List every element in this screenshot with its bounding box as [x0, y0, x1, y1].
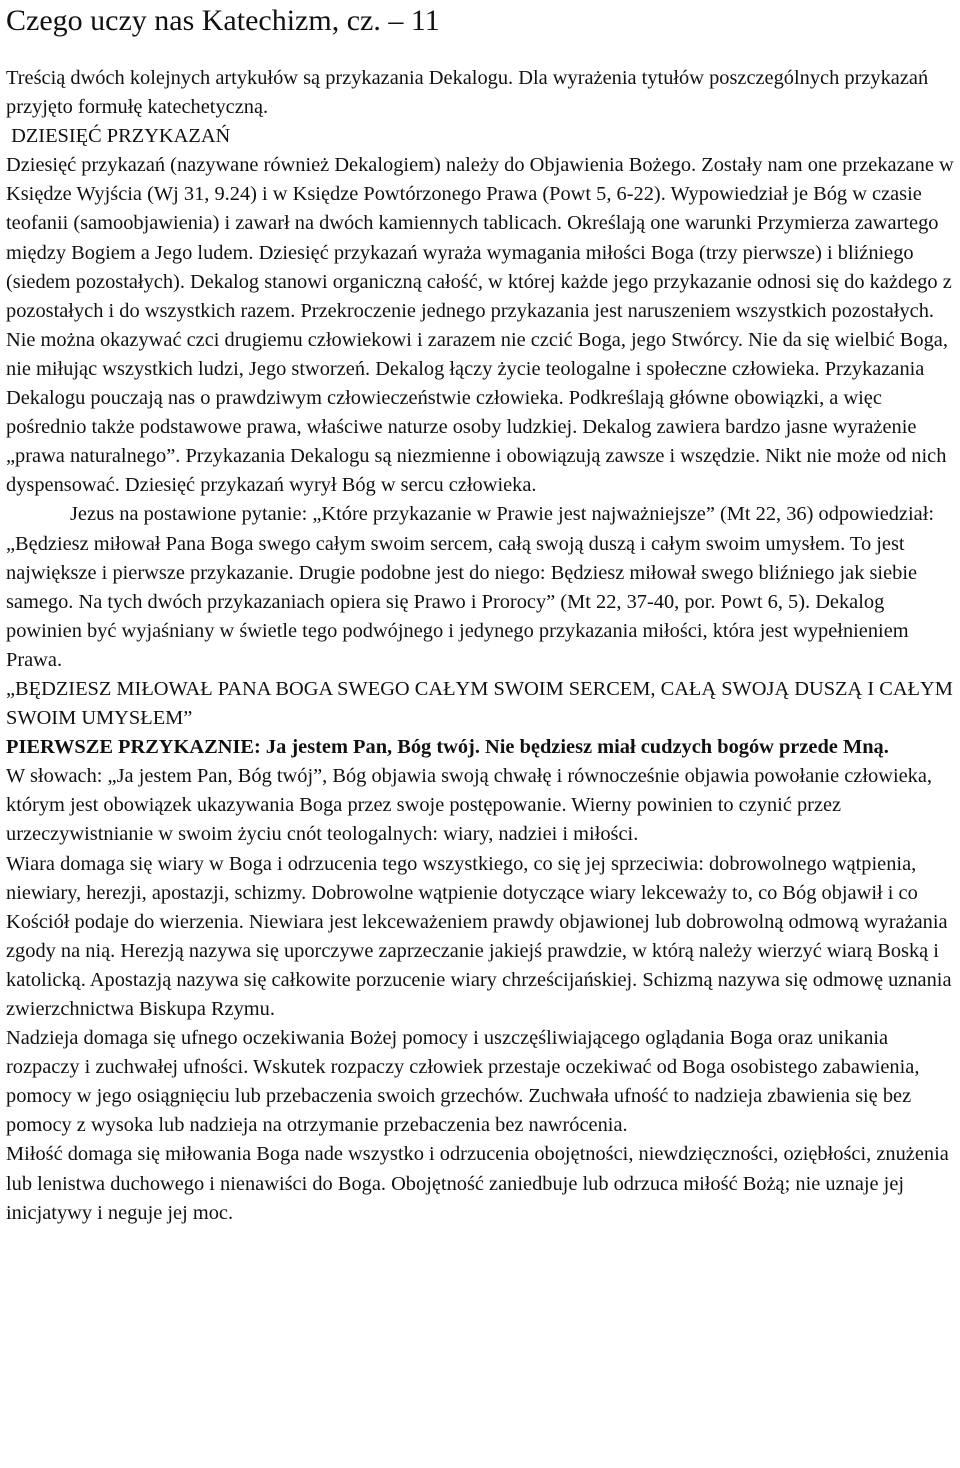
jesus-paragraph: Jezus na postawione pytanie: „Które przykazanie w Prawie jest najważniejsze” (Mt 22, 36) odpowiedział: „Będziesz miłował Pana Boga swego całym swoim sercem, całą swoją duszą i całym swoim umysłem. To jest największe i pierwsze przykazanie. Drugie podobne jest do niego: Będziesz miłował swego bliźniego jak siebie samego. Na tych dwóch przykazaniach opiera się Prawo i Prorocy” (Mt 22, 37-40, por. Powt 6, 5). Dekalog powinien być wyjaśniany w świetle tego podwójnego i jedynego przykazania miłości, która jest wypełnieniem Prawa. [6, 503, 935, 671]
document-title: Czego uczy nas Katechizm, cz. – 11 [6, 4, 440, 37]
document-body [6, 64, 958, 1228]
ten-commandments-heading: DZIESIĘĆ PRZYKAZAŃ [6, 125, 231, 148]
love-god-heading: „BĘDZIESZ MIŁOWAŁ PANA BOGA SWEGO CAŁYM SWOIM SERCEM, CAŁĄ SWOJĄ DUSZĄ I CAŁYM SWOIM UMYSŁEM” [6, 677, 953, 730]
words-paragraph: W słowach: „Ja jestem Pan, Bóg twój”, Bóg objawia swoją chwałę i równocześnie objawia powołanie człowieka, którym jest obowiązek ukazywania Boga przez swoje postępowanie. Wierny powinien to czynić przez urzeczywistnianie w swoim życiu cnót teologalnych: wiary, nadziei i miłości. [6, 765, 933, 846]
intro-paragraph: Treścią dwóch kolejnych artykułów są przykazania Dekalogu. Dla wyrażenia tytułów poszczególnych przykazań przyjęto formułę katechetyczną. [6, 67, 929, 119]
first-commandment-heading: PIERWSZE PRZYKAZNIE: Ja jestem Pan, Bóg twój. Nie będziesz miał cudzych bogów przede Mną. [6, 736, 889, 759]
faith-paragraph: Wiara domaga się wiary w Boga i odrzucenia tego wszystkiego, co się jej sprzeciwia: dobrowolnego wątpienia, niewiary, herezji, apostazji, schizmy. Dobrowolne wątpienie dotyczące wiary lekceważy to, co Bóg objawił i co Kościół podaje do wierzenia. Niewiara jest lekceważeniem prawdy objawionej lub dobrowolną odmową wyrażania zgody na nią. Herezją nazywa się uporczywe zaprzeczanie jakiejś prawdzie, w którą należy wierzyć wiarą Boską i katolicką. Apostazją nazywa się całkowite porzucenie wiary chrześcijańskiej. Schizmą nazywa się odmowę uznania zwierzchnictwa Biskupa Rzymu. [6, 852, 952, 1020]
hope-paragraph: Nadzieja domaga się ufnego oczekiwania Bożej pomocy i uszczęśliwiającego oglądania Boga oraz unikania rozpaczy i zuchwałej ufności. Wskutek rozpaczy człowiek przestaje oczekiwać od Boga osobistego zabawienia, pomocy w jego osiągnięciu lub przebaczenia swoich grzechów. Zuchwała ufność to nadzieja zbawienia się bez pomocy z wysoka lub nadzieja na otrzymanie przebaczenia bez nawrócenia. [6, 1027, 920, 1137]
love-paragraph: Miłość domaga się miłowania Boga nade wszystko i odrzucenia obojętności, niewdzięczności, oziębłości, znużenia lub lenistwa duchowego i nienawiści do Boga. Obojętność zaniedbuje lub odrzuca miłość Bożą; nie uznaje jej inicjatywy i neguje jej moc. [6, 1143, 949, 1224]
ten-commandments-paragraph: Dziesięć przykazań (nazywane również Dekalogiem) należy do Objawienia Bożego. Zostały nam one przekazane w Księdze Wyjścia (Wj 31, 9.24) i w Księdze Powtórzonego Prawa (Powt 5, 6-22). Wypowiedział je Bóg w czasie teofanii (samoobjawienia) i zawarł na dwóch kamiennych tablicach. Określają one warunki Przymierza zawartego między Bogiem a Jego ludem. Dziesięć przykazań wyraża wymagania miłości Boga (trzy pierwsze) i bliźniego (siedem pozostałych). Dekalog stanowi organiczną całość, w której każde jego przykazanie odnosi się do każdego z pozostałych i do wszystkich razem. Przekroczenie jednego przykazania jest naruszeniem wszystkich pozostałych. Nie można okazywać czci drugiemu człowiekowi i zarazem nie czcić Boga, jego Stwórcy. Nie da się wielbić Boga, nie miłując wszystkich ludzi, Jego stworzeń. Dekalog łączy życie teologalne i społeczne człowieka. Przykazania Dekalogu pouczają nas o prawdziwym człowieczeństwie człowieka. Podkreślają główne obowiązki, a więc pośrednio także podstawowe prawa, właściwe naturze osoby ludzkiej. Dekalog zawiera bardzo jasne wyrażenie „prawa naturalnego”. Przykazania Dekalogu są niezmienne i obowiązują zawsze i wszędzie. Nikt nie może od nich dyspensować. Dziesięć przykazań wyrył Bóg w sercu człowieka. [6, 154, 954, 497]
